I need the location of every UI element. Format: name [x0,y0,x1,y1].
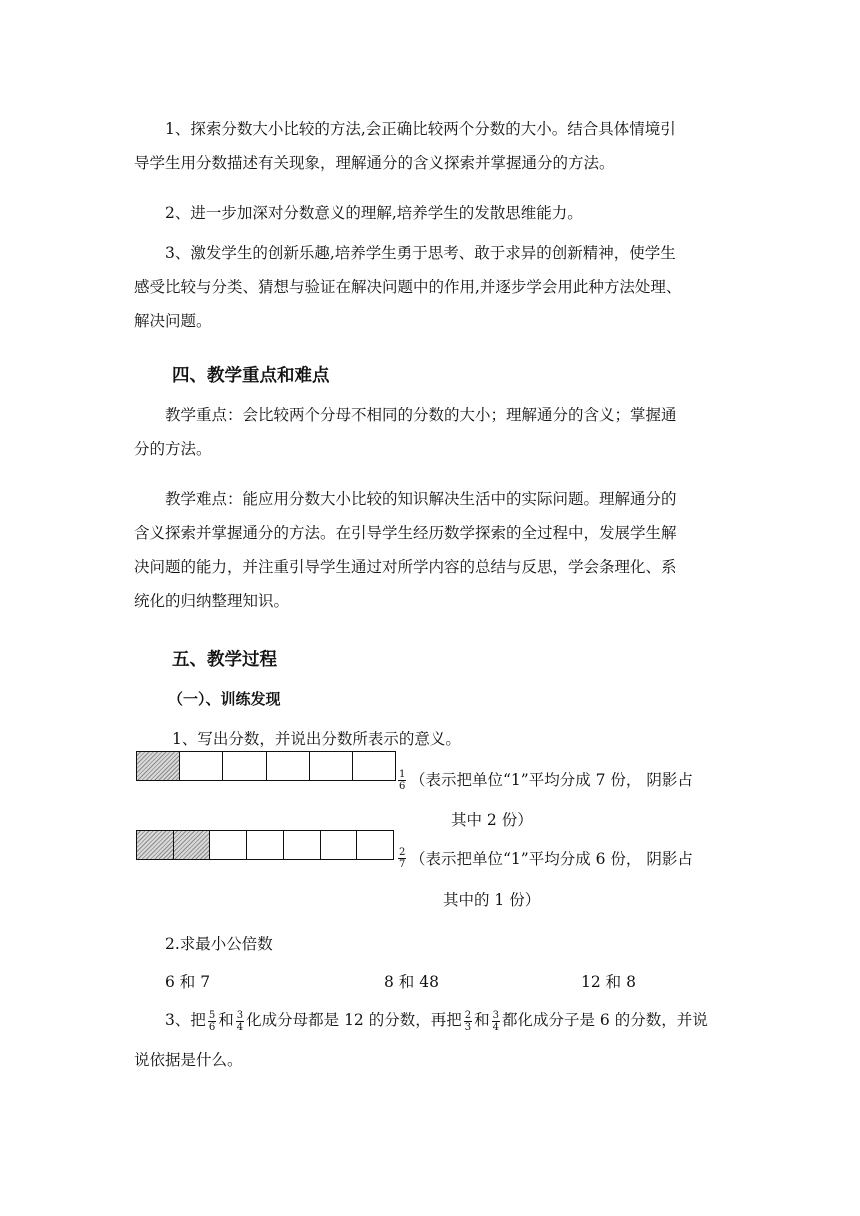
lcm-pair: 8 和 48 [384,973,439,991]
fraction-1 [398,769,406,792]
text-line: 分的方法。 [134,440,212,458]
text-line: 教学难点：能应用分数大小比较的知识解决生活中的实际问题。理解通分的 [165,490,677,508]
fraction-numerator: 2 [464,1009,472,1021]
lcm-pair: 12 和 8 [581,973,636,991]
difficulties-paragraph [134,482,732,618]
section-4-heading: 四、教学重点和难点 [172,366,330,386]
question-3-cont: 说依据是什么。 [134,1051,243,1069]
empty-cell [266,752,309,780]
shaded-cell [137,831,173,859]
question-3 [165,1008,708,1033]
bar-1-description: （表示把单位“1”平均分成 7 份， 阴影占 [410,771,693,789]
text-line: 含义探索并掌握通分的方法。在引导学生经历数学探索的全过程中，发展学生解 [134,524,677,542]
fraction-numerator: 1 [399,769,406,780]
section-5-heading: 五、教学过程 [172,650,277,670]
objective-1 [134,112,732,180]
empty-cell [352,752,395,780]
fraction [208,1010,216,1033]
empty-cell [283,831,320,859]
empty-cell [179,752,222,780]
fraction [492,1010,500,1033]
lcm-pair: 6 和 7 [165,973,211,991]
fraction-denominator: 6 [399,781,406,792]
empty-cell [356,831,393,859]
shaded-cell [137,752,179,780]
fraction-bar-1 [136,751,396,781]
text-run: 都化成分子是 6 的分数，并说 [501,1011,708,1029]
key-points-paragraph [134,398,732,466]
text-line: 解决问题。 [134,312,212,330]
fraction-2 [398,847,406,870]
objective-3 [134,236,732,338]
fraction-numerator: 5 [208,1009,216,1021]
text-line: 2、进一步加深对分数意义的理解,培养学生的发散思维能力。 [165,204,583,222]
question-2: 2.求最小公倍数 [165,935,273,953]
fraction-numerator: 3 [492,1009,499,1021]
text-run: 和 [474,1011,490,1029]
text-line: 3、激发学生的创新乐趣,培养学生勇于思考、敢于求异的创新精神，使学生 [165,244,676,262]
text-line: 教学重点：会比较两个分母不相同的分数的大小；理解通分的含义；掌握通 [165,406,677,424]
objective-2 [134,196,732,230]
empty-cell [246,831,283,859]
fraction-denominator: 7 [399,859,406,870]
fraction-denominator: 4 [236,1021,244,1033]
subsection-heading: （一）、训练发现 [168,690,281,708]
fraction-denominator: 4 [492,1021,499,1033]
text-line: 统化的归纳整理知识。 [134,592,290,610]
fraction-bar-2 [136,830,394,860]
fraction [464,1010,472,1033]
empty-cell [309,752,352,780]
fraction-denominator: 3 [464,1021,472,1033]
fraction-numerator: 3 [236,1009,244,1021]
fraction-denominator: 6 [208,1021,216,1033]
text-line: 1、探索分数大小比较的方法,会正确比较两个分数的大小。结合具体情境引 [165,120,676,138]
empty-cell [222,752,265,780]
fraction [236,1010,244,1033]
text-run: 化成分母都是 12 的分数，再把 [246,1011,462,1029]
text-line: 决问题的能力，并注重引导学生通过对所学内容的总结与反思，学会条理化、系 [134,558,677,576]
bar-1-description-cont: 其中 2 份） [451,811,533,829]
question-1: 1、写出分数，并说出分数所表示的意义。 [172,730,461,748]
text-run: 和 [218,1011,234,1029]
bar-2-description-cont: 其中的 1 份） [443,891,541,909]
text-line: 导学生用分数描述有关现象，理解通分的含义探索并掌握通分的方法。 [134,154,615,172]
text-run: 3、把 [165,1011,206,1029]
empty-cell [209,831,246,859]
text-line: 感受比较与分类、猜想与验证在解决问题中的作用,并逐步学会用此种方法处理、 [134,278,682,296]
shaded-cell [173,831,210,859]
bar-2-description: （表示把单位“1”平均分成 6 份， 阴影占 [410,850,693,868]
fraction-numerator: 2 [399,847,406,858]
empty-cell [320,831,357,859]
